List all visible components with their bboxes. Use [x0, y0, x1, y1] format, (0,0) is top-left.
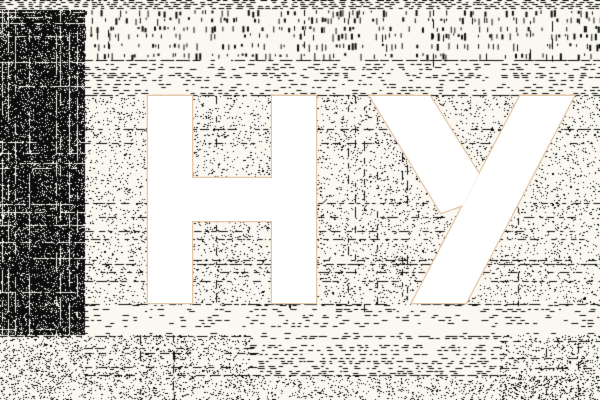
letter-h-fill — [148, 96, 316, 303]
letter-y-left-arm-fill — [370, 96, 479, 213]
